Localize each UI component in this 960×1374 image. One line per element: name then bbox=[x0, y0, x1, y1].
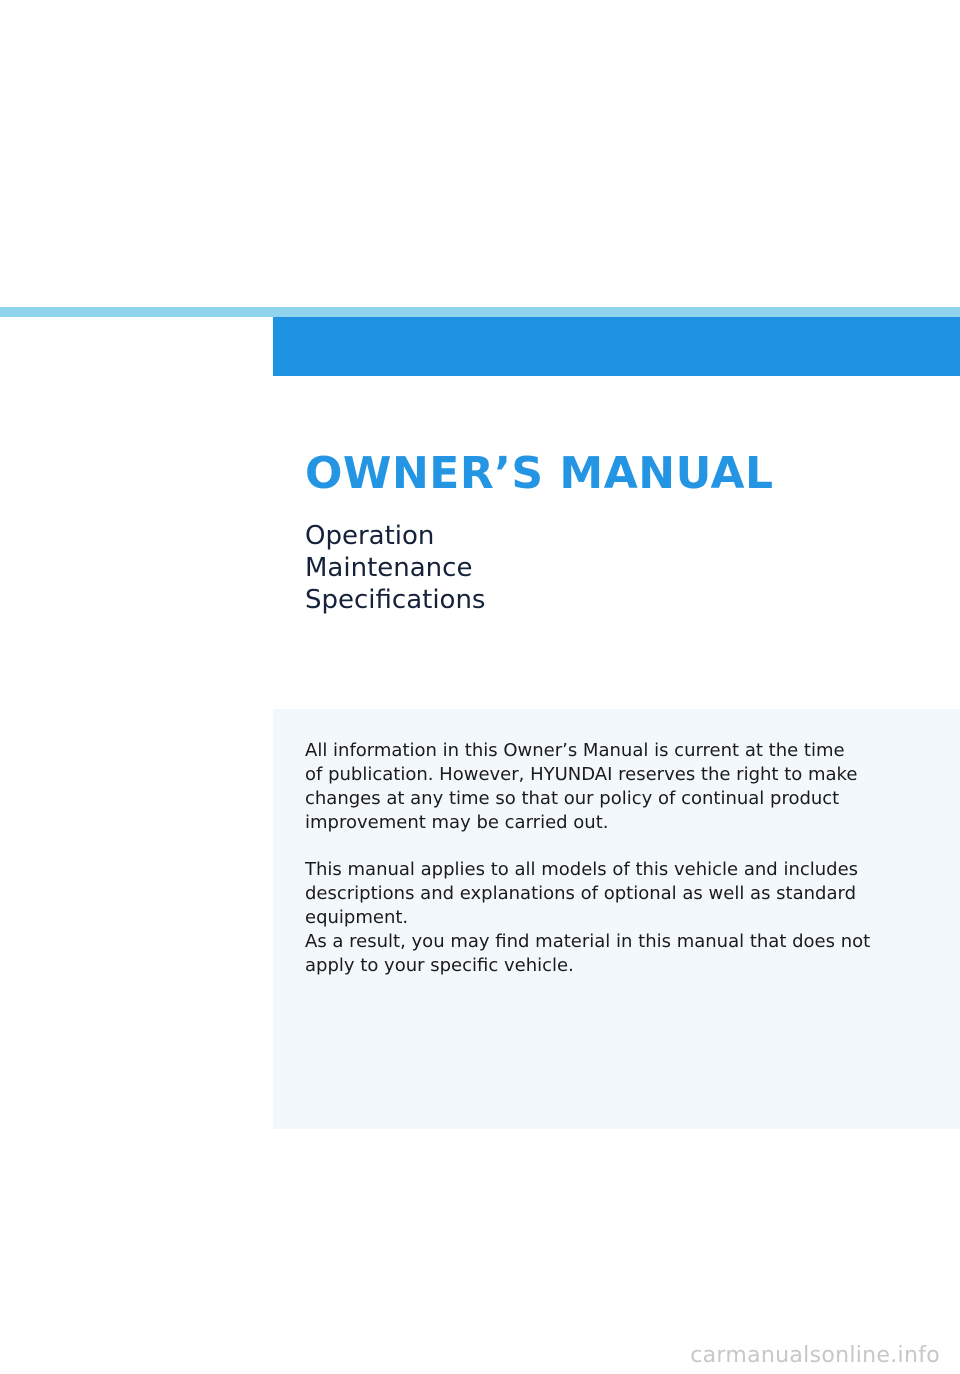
notice-line: All information in this Owner’s Manual is current at the time bbox=[305, 740, 845, 761]
subtitle-list bbox=[305, 520, 945, 616]
site-watermark: carmanualsonline.info bbox=[690, 1343, 940, 1368]
subtitle-specifications: Specifications bbox=[305, 585, 486, 615]
subtitle-maintenance: Maintenance bbox=[305, 553, 473, 583]
notice-line: As a result, you may find material in this manual that does not bbox=[305, 931, 871, 952]
notice-line: of publication. However, HYUNDAI reserves the right to make bbox=[305, 764, 858, 785]
notice-paragraph-applicability bbox=[305, 858, 935, 978]
notice-panel bbox=[273, 709, 960, 1129]
manual-title: OWNER’S MANUAL bbox=[305, 448, 774, 499]
notice-line: improvement may be carried out. bbox=[305, 812, 609, 833]
notice-text bbox=[305, 739, 935, 978]
notice-line: apply to your specific vehicle. bbox=[305, 955, 574, 976]
subtitle-operation: Operation bbox=[305, 521, 435, 551]
title-block bbox=[305, 446, 945, 616]
notice-line: descriptions and explanations of optional as well as standard bbox=[305, 883, 857, 904]
notice-line: This manual applies to all models of this vehicle and includes bbox=[305, 859, 859, 880]
notice-line: changes at any time so that our policy of continual product bbox=[305, 788, 840, 809]
notice-line: equipment. bbox=[305, 907, 409, 928]
notice-paragraph-currency bbox=[305, 739, 935, 835]
top-accent-stripe bbox=[0, 307, 960, 317]
header-blue-band bbox=[273, 317, 960, 376]
